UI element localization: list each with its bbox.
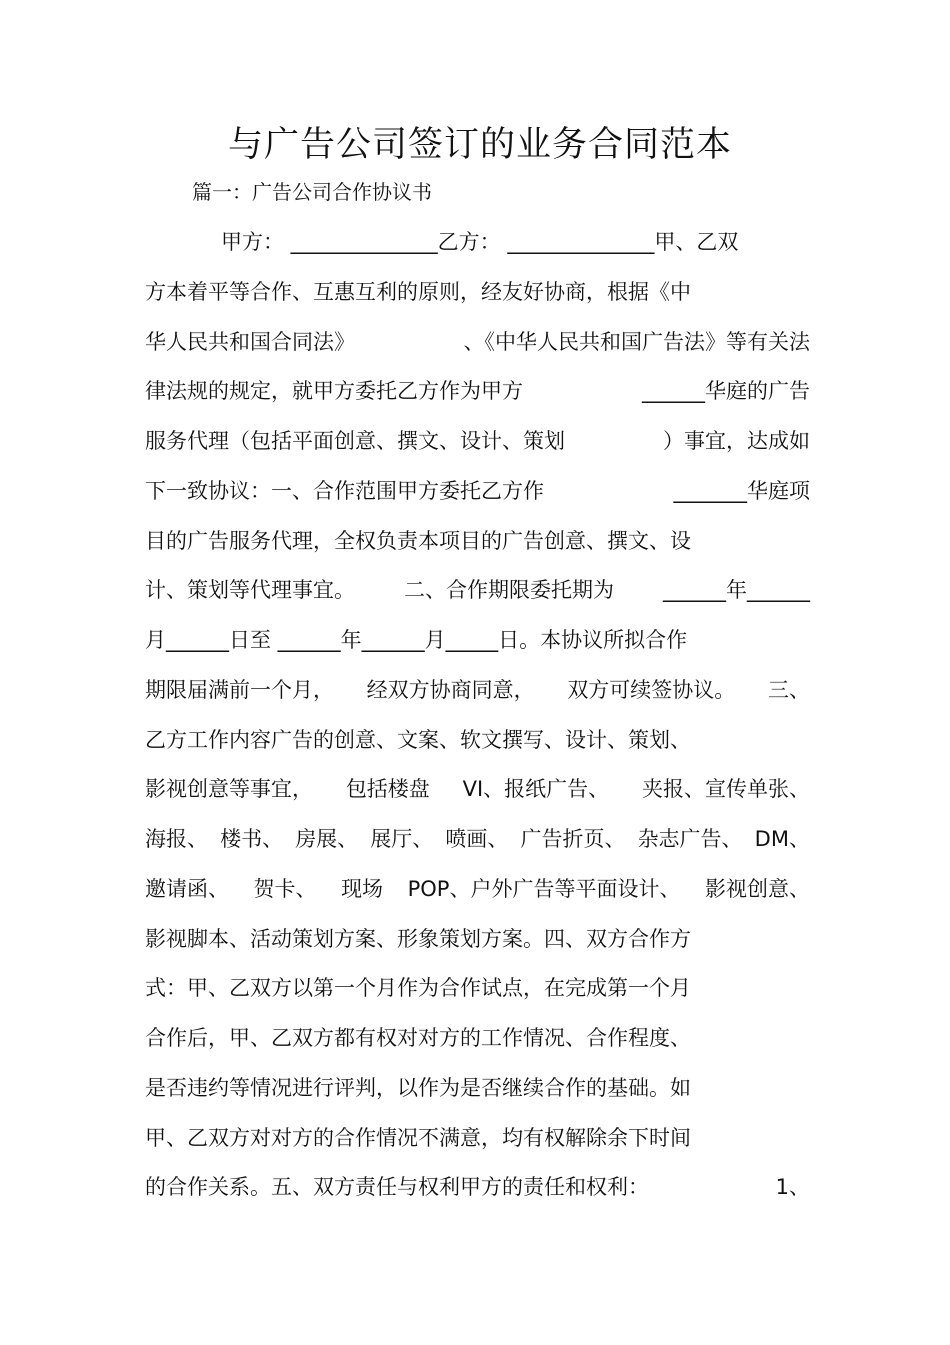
body-line-segment: 楼书、 xyxy=(220,827,284,851)
body-line-segment: 包括楼盘 xyxy=(345,777,430,802)
body-line xyxy=(145,222,810,272)
body-line xyxy=(145,371,810,421)
body-line-segment: 1、 xyxy=(775,1175,810,1200)
body-line xyxy=(145,819,810,869)
body-line-segment: 双方可续签协议。 xyxy=(567,677,736,702)
body-line-segment: 月______日至 ______年______月_____日。本协议所拟合作 xyxy=(145,628,688,652)
document-subtitle: 篇一：广告公司合作协议书 xyxy=(192,180,432,204)
body-line-segment: 影视脚本、活动策划方案、形象策划方案。四、双方合作方 xyxy=(145,926,691,951)
body-line-segment: 下一致协议：一、合作范围甲方委托乙方作 xyxy=(145,478,544,503)
body-line-segment: 的合作关系。五、双方责任与权利甲方的责任和权利： xyxy=(145,1175,649,1200)
body-line-segment: 甲方： ______________乙方： ______________甲、乙双 xyxy=(221,230,739,254)
body-line-segment: 房展、 xyxy=(295,827,359,851)
body-line-segment: 乙方工作内容广告的创意、文案、软文撰写、设计、策划、 xyxy=(145,727,691,752)
body-line xyxy=(145,869,810,919)
body-line xyxy=(145,919,810,969)
body-line-segment: 目的广告服务代理，全权负责本项目的广告创意、撰文、设 xyxy=(145,528,691,553)
body-line-segment: 计、策划等代理事宜。 xyxy=(145,578,355,603)
body-line-segment: 贺卡、 xyxy=(253,876,317,901)
body-line-segment: 甲、乙双方对对方的合作情况不满意，均有权解除余下时间 xyxy=(145,1125,691,1150)
body-line-segment: DM、 xyxy=(754,827,810,851)
body-line-segment: VI、报纸广告、 xyxy=(462,777,610,802)
body-line-segment: 影视创意等事宜， xyxy=(145,777,313,802)
body-line xyxy=(145,1118,810,1168)
body-line-segment: 是否违约等情况进行评判，以作为是否继续合作的基础。如 xyxy=(145,1075,691,1100)
body-line xyxy=(145,471,810,521)
body-line xyxy=(145,1068,810,1118)
body-line-segment: 经双方协商同意， xyxy=(366,677,535,702)
body-line-segment: 式：甲、乙双方以第一个月作为合作试点，在完成第一个月 xyxy=(145,976,691,1001)
body-line-segment: 方本着平等合作、互惠互利的原则，经友好协商，根据《中 xyxy=(145,279,691,304)
body-line-segment: _______华庭项 xyxy=(673,478,810,503)
document-body xyxy=(145,222,810,1217)
body-line xyxy=(145,620,810,670)
body-line xyxy=(145,521,810,571)
body-line xyxy=(145,968,810,1018)
body-line-segment: 展厅、 xyxy=(370,827,434,851)
body-line xyxy=(145,720,810,770)
body-line-segment: 海报、 xyxy=(145,827,208,851)
body-line-segment: 合作后，甲、乙双方都有权对对方的工作情况、合作程度、 xyxy=(145,1026,691,1050)
body-line xyxy=(145,769,810,819)
body-line-segment: 杂志广告、 xyxy=(637,827,743,851)
document-title: 与广告公司签订的业务合同范本 xyxy=(227,125,732,165)
body-line-segment: 三、 xyxy=(767,677,810,702)
body-line-segment: ______年______ xyxy=(663,578,810,603)
body-line xyxy=(145,1167,810,1217)
body-line xyxy=(145,322,810,372)
body-line xyxy=(145,1018,810,1068)
body-line-segment: 律法规的规定，就甲方委托乙方作为甲方 xyxy=(145,379,523,404)
body-line-segment: ______华庭的广告 xyxy=(642,379,810,404)
body-line-segment: 广告折页、 xyxy=(520,827,626,851)
body-line-segment: 期限届满前一个月， xyxy=(145,677,334,702)
body-line xyxy=(145,570,810,620)
body-line-segment: 二、合作期限委托期为 xyxy=(404,578,614,603)
body-line xyxy=(145,272,810,322)
body-line-segment: 华人民共和国合同法》 xyxy=(145,329,355,354)
body-line-segment: 邀请函、 xyxy=(145,876,229,901)
body-line-segment: 服务代理（包括平面创意、撰文、设计、策划 xyxy=(145,429,565,453)
body-line xyxy=(145,421,810,471)
body-line-segment: ）事宜，达成如 xyxy=(663,429,810,453)
body-line-segment: 影视创意、 xyxy=(704,876,810,901)
body-line-segment: 现场 xyxy=(341,876,384,901)
body-line-segment: 、《中华人民共和国广告法》等有关法 xyxy=(463,329,810,354)
body-line-segment: 夹报、宣传单张、 xyxy=(642,777,810,802)
body-line xyxy=(145,670,810,720)
body-line-segment: 喷画、 xyxy=(445,827,509,851)
body-line-segment: POP、户外广告等平面设计、 xyxy=(407,876,681,901)
